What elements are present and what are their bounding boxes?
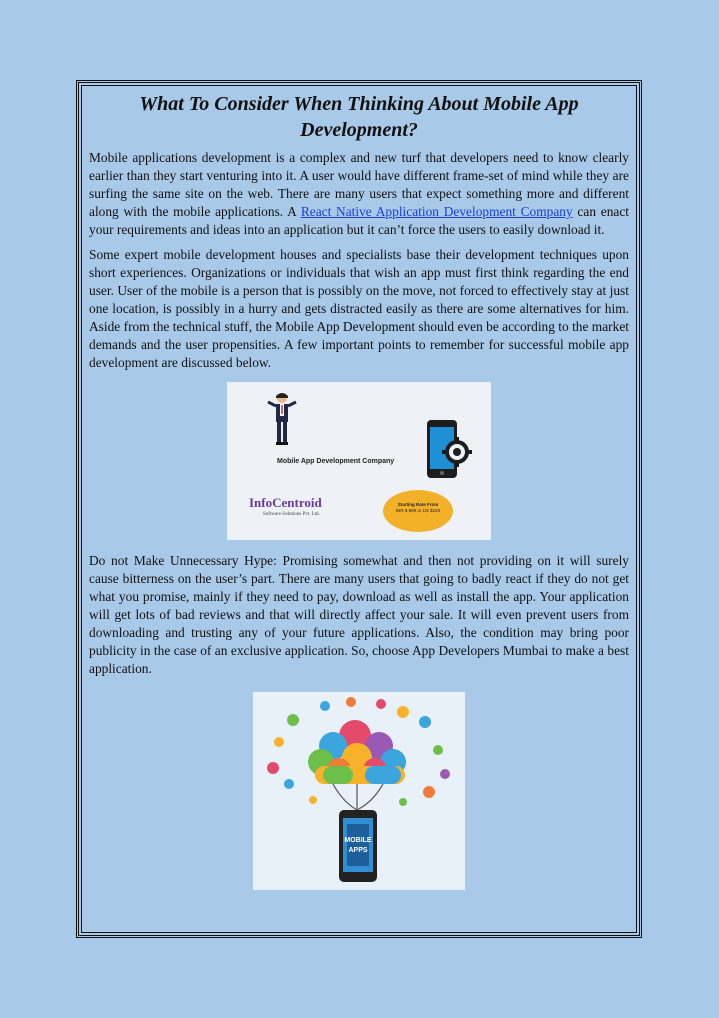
mobile-apps-cloud-image [253, 692, 465, 890]
connection-lines [333, 784, 383, 810]
phone-label-line2: APPS [348, 847, 368, 854]
phone-gear-icon [425, 420, 473, 482]
paragraph-intro-text-a: Mobile applications development is a complex and new turf that developers need to know clearly earlier than they start venturing into it. A user would have different frame-set of mind while they are surfing the same site on the web. There are many users that expect something more and different along with the mobile applications. A [89, 150, 629, 219]
react-native-company-link[interactable]: React Native Application Development Company [300, 204, 573, 219]
price-badge-line1: Starting Rate From [397, 502, 439, 507]
mobile-app-company-image [227, 382, 491, 540]
price-badge-line2: INR 9,999 or US $150 [395, 508, 441, 513]
paragraph-hype: Do not Make Unnecessary Hype: Promising somewhat and then not providing on it will surely cause bitterness on the user’s part. There are many users that going to badly react if they do not get what you promise, mainly if they need to pay, download as well as install the app. Your application will get lots of bad reviews and that will directly affect your sale. It will even prevent users from downloading and trusting any of your future applications. Also, the condition may bring poor publicity in the case of an exclusive application. So, choose App Developers Mumbai to make a best application. [89, 553, 629, 676]
mobile-apps-illustration [253, 692, 465, 890]
paragraph-techniques: Some expert mobile development houses and specialists base their development techniques upon short experiences. Organizations or individuals that wish an app must first think regarding the end user. User of the mobile is a person that is possibly on the move, not forced to effectively stay at just one location, is possibly in a hurry and gets distracted easily as there are some alternatives for him. Aside from the technical stuff, the Mobile App Development should even be according to the market demands and the user propensities. A few important points to remember for successful mobile app development are discussed below. [89, 247, 629, 370]
app-cloud-cluster [308, 720, 406, 784]
mobile-phone [339, 810, 377, 882]
price-badge [383, 490, 453, 532]
image-caption: Mobile App Development Company [277, 458, 395, 465]
document-body [89, 91, 629, 890]
paragraph-intro [89, 149, 629, 239]
phone-label-line1: MOBILE [344, 837, 372, 844]
paragraph-intro-text-b: can enact your requirements and ideas into an application but it can’t force the users to easily download it. [89, 204, 630, 237]
page-frame [76, 80, 642, 938]
logo-subtitle: Software Solutions Pvt. Ltd. [263, 512, 320, 517]
logo-brand: InfoCentroid [249, 495, 322, 510]
businessman-illustration [267, 392, 297, 446]
infocentroid-logo [249, 494, 322, 517]
document-title: What To Consider When Thinking About Mobile App Development? [139, 93, 579, 141]
